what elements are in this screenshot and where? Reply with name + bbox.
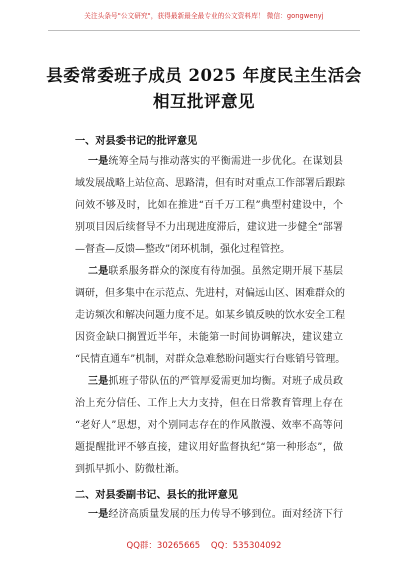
section1-p3-line: 到抓早抓小、防微杜渐。: [75, 464, 185, 475]
section1-p2-line: 因资金缺口搁置近半年，未能第一时间协调解决，建议建立: [75, 332, 343, 343]
paragraph-text: 统筹全局与推动落实的平衡需进一步优化。在谋划县: [108, 156, 344, 167]
section1-p1-line: 域发展战略上站位高、思路清，但有时对重点工作部署后跟踪: [75, 178, 345, 189]
section1-p1-line: [88, 155, 343, 168]
section1-p3-line: [88, 375, 343, 388]
section1-p1-line: —督查—反馈—整改”闭环机制，强化过程管控。: [75, 244, 291, 255]
document-title-line2: 相互批评意见: [153, 92, 255, 111]
header-promo-text: 关注头条号"公文研究"，获得最新最全最专业的公文资料库！ 微信：gongwenyj: [84, 12, 324, 20]
section1-p2-line: [88, 265, 343, 278]
section1-p1-line: 别项目因后续督导不力出现进度滞后，建议进一步健全“部署: [75, 222, 343, 233]
section1-p2-line: 走访频次和解决问题力度不足。如某乡镇反映的饮水安全工程: [75, 310, 345, 321]
section1-p3-line: “老好人”思想，对个别同志存在的作风散漫、效率不高等问: [75, 420, 343, 431]
section1-p2-line: “民情直通车”机制，对群众急难愁盼问题实行台账销号管理。: [75, 354, 346, 365]
paragraph-text: 抓班子带队伍的严管厚爱需更加均衡。对班子成员政: [108, 376, 344, 387]
paragraph-lead: 二是: [88, 266, 109, 277]
paragraph-text: 经济高质量发展的压力传导不够到位。面对经济下行: [108, 509, 344, 520]
section1-p2-line: 调研，但多集中在示范点、先进村，对偏远山区、困难群众的: [75, 288, 345, 299]
paragraph-text: 联系服务群众的深度有待加强。虽然定期开展下基层: [108, 266, 344, 277]
section1-heading: 一、对县委书记的批评意见: [75, 135, 198, 147]
document-title-line1: 县委常委班子成员 2025 年度民主生活会: [46, 66, 362, 85]
section1-p3-line: 题提醒批评不够直接，建议用好监督执纪“第一种形态”，做: [75, 442, 343, 453]
section2-heading: 二、对县委副书记、县长的批评意见: [75, 489, 238, 501]
footer-contacts: QQ群：30265665 QQ：535304092: [126, 541, 282, 551]
header-divider: [48, 30, 360, 31]
section1-p3-line: 治上充分信任、工作上大力支持，但在日常教育管理上存在: [75, 398, 343, 409]
paragraph-lead: 三是: [88, 376, 109, 387]
paragraph-lead: 一是: [88, 156, 109, 167]
section2-p1-line: [88, 508, 343, 521]
header-banner: [0, 0, 408, 30]
section1-p1-line: 问效不够及时，比如在推进“百千万工程”典型村建设中，个: [75, 200, 343, 211]
paragraph-lead: 一是: [88, 509, 109, 520]
